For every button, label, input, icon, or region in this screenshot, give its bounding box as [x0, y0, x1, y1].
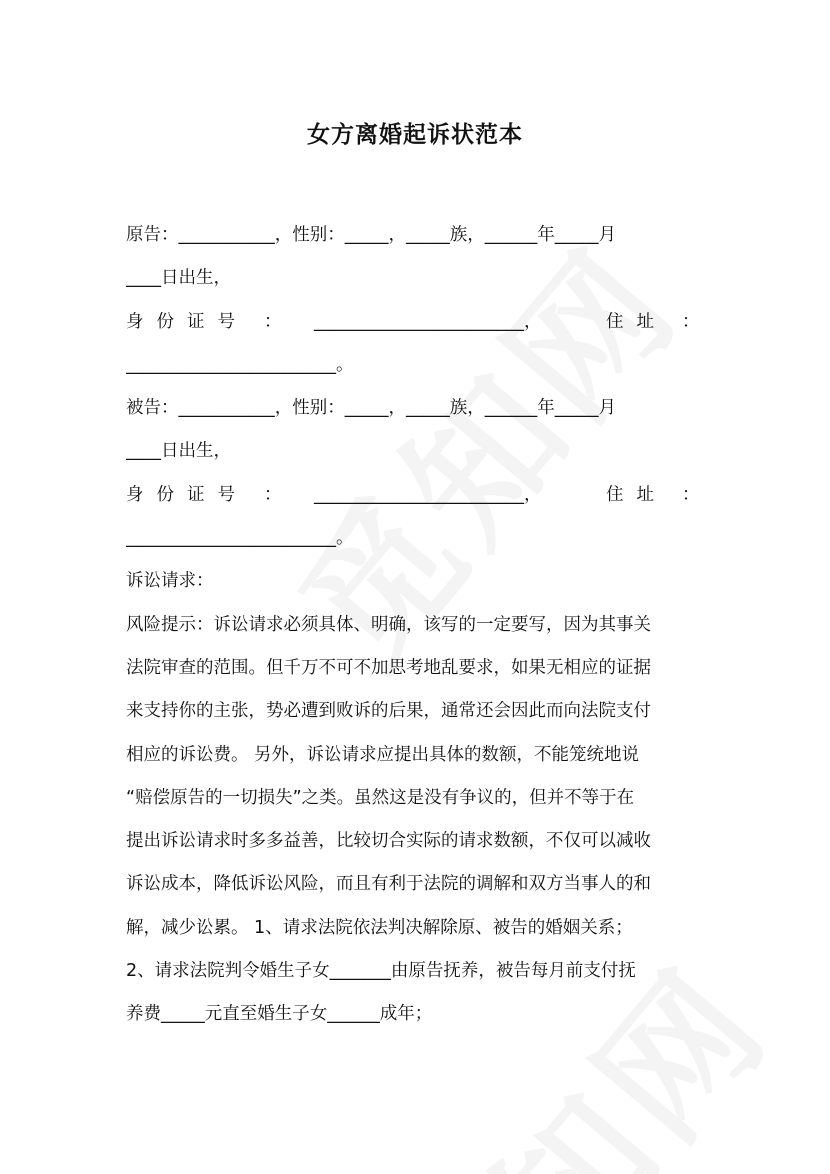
defendant-id-address-line — [126, 474, 708, 517]
body-line: “赔偿原告的一切损失”之类。虽然这是没有争议的，但并不等于在 — [126, 787, 635, 808]
id-number-colon: ： — [264, 484, 282, 505]
body-line: 解，减少讼累。 1、请求法院依法判决解除原、被告的婚姻关系； — [126, 917, 633, 938]
body-line: 法院审查的范围。但千万不可不加思考地乱要求，如果无相应的证据 — [126, 657, 651, 678]
id-number-blank: ________________________， — [314, 311, 542, 332]
plaintiff-id-address-line — [126, 301, 708, 344]
plaintiff-address-blank: ________________________。 — [126, 354, 354, 375]
defendant-birth-line: ____日出生， — [126, 441, 231, 462]
body-line: 相应的诉讼费。 另外，诉讼请求应提出具体的数额，不能笼统地说 — [126, 744, 640, 765]
plaintiff-basic-info: 原告：___________，性别：_____，_____族，______年_____月 — [126, 225, 616, 245]
document-body — [126, 214, 708, 1037]
body-line: 来支持你的主张，势必遭到败诉的后果，通常还会因此而向法院支付 — [126, 701, 651, 722]
address-colon: ： — [682, 484, 700, 505]
defendant-basic-info: 被告：___________，性别：_____，_____族，______年_____月 — [126, 398, 616, 419]
plaintiff-birth-line: ____日出生， — [126, 268, 231, 289]
address-colon: ： — [682, 311, 700, 332]
plaintiff-line-1 — [126, 214, 708, 257]
body-line: 2、请求法院判令婚生子女_______由原告抚养，被告每月前支付抚 — [126, 961, 636, 982]
body-line: 风险提示：诉讼请求必须具体、明确，该写的一定要写，因为其事关 — [126, 614, 651, 635]
body-line: 养费_____元直至婚生子女______成年； — [126, 1004, 433, 1025]
id-number-colon: ： — [264, 311, 282, 332]
id-number-label: 身份证号 — [126, 311, 248, 332]
address-label: 住址 — [606, 484, 667, 505]
claims-heading: 诉讼请求： — [126, 571, 214, 592]
body-line: 提出诉讼请求时多多益善，比较切合实际的请求数额，不仅可以减收 — [126, 831, 651, 852]
defendant-address-blank: ________________________。 — [126, 528, 354, 549]
defendant-line-1 — [126, 387, 708, 430]
document-title: 女方离婚起诉状范本 — [307, 122, 523, 148]
body-line: 诉讼成本，降低诉讼风险，而且有利于法院的调解和双方当事人的和 — [126, 874, 651, 895]
address-label: 住址 — [606, 311, 667, 332]
id-number-label: 身份证号 — [126, 484, 248, 505]
id-number-blank: ________________________， — [314, 484, 542, 505]
